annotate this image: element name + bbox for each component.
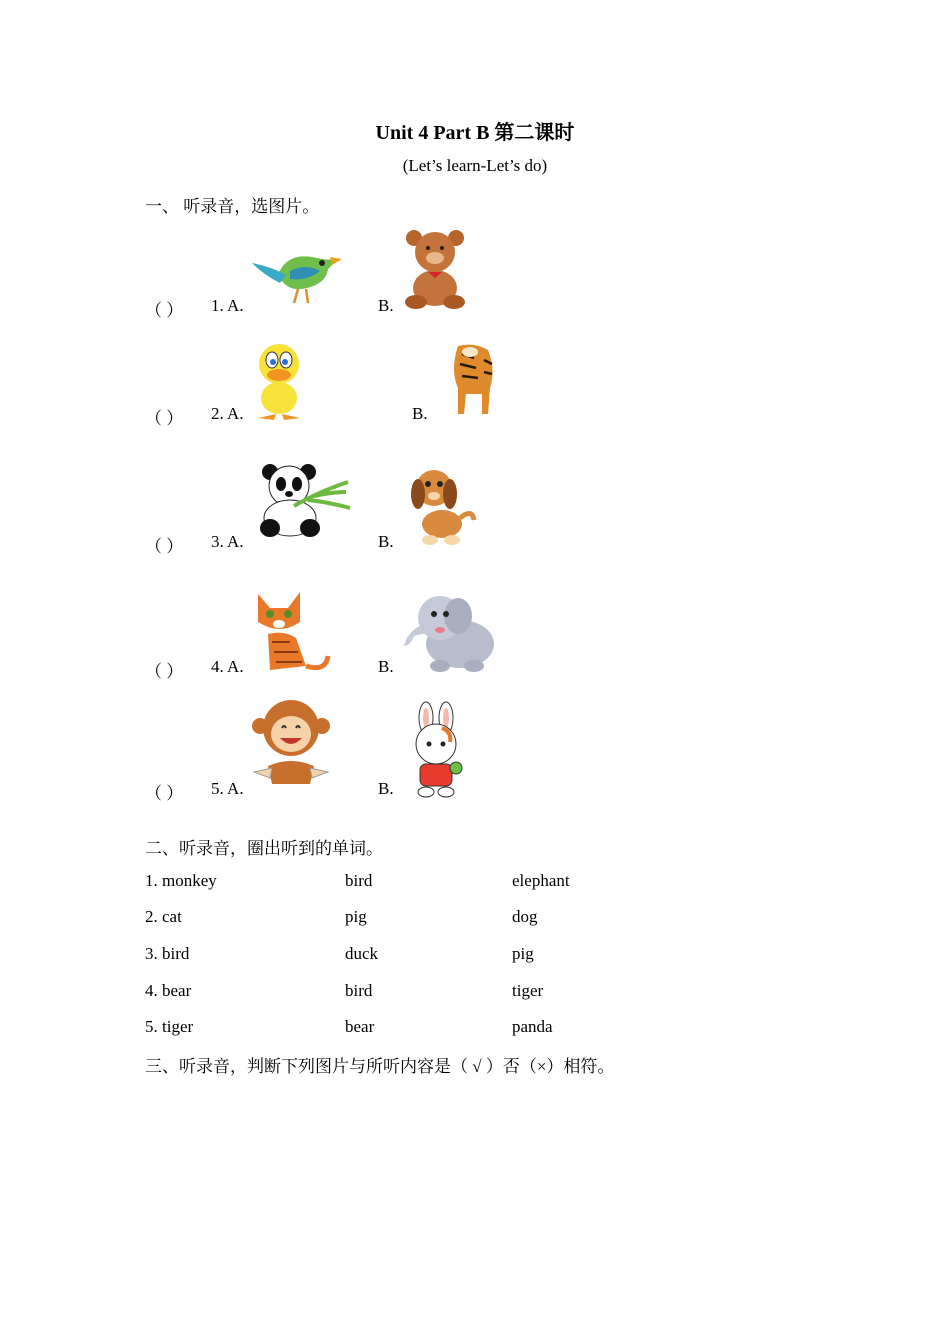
word-option[interactable]: bear (345, 1017, 375, 1036)
word-option[interactable]: 5. tiger (145, 1017, 194, 1036)
section3-heading: 三、听录音，判断下列图片与所听内容是（ √ ）否（×）相符。 (145, 1057, 615, 1076)
option-b-label: B. (378, 296, 394, 315)
bird-icon[interactable] (250, 245, 342, 307)
word-option[interactable]: duck (345, 944, 379, 963)
word-option[interactable]: elephant (512, 871, 570, 890)
tiger-icon[interactable] (444, 340, 498, 416)
question-label: 1. A. (211, 296, 244, 315)
dog-icon[interactable] (408, 464, 476, 546)
answer-blank[interactable]: （ ） (145, 784, 184, 803)
rabbit-icon[interactable] (406, 702, 466, 798)
page-title: Unit 4 Part B 第二课时 (375, 122, 575, 144)
page-subtitle: (Let’s learn-Let’s do) (402, 156, 548, 175)
question-label: 2. A. (211, 404, 244, 423)
answer-blank[interactable]: （ ） (145, 301, 184, 320)
answer-blank[interactable]: （ ） (145, 662, 184, 681)
word-option[interactable]: dog (512, 907, 538, 926)
option-b-label: B. (378, 532, 394, 551)
option-b-label: B. (412, 404, 428, 423)
word-option[interactable]: bird (345, 871, 373, 890)
question-label: 3. A. (211, 532, 244, 551)
teddy-bear-icon[interactable] (402, 228, 468, 310)
word-option[interactable]: pig (345, 907, 367, 926)
word-option[interactable]: pig (512, 944, 534, 963)
answer-blank[interactable]: （ ） (145, 409, 184, 428)
question-label: 5. A. (211, 779, 244, 798)
cat-icon[interactable] (250, 586, 332, 676)
word-option[interactable]: panda (512, 1017, 553, 1036)
section2-heading: 二、听录音，圈出听到的单词。 (145, 839, 383, 858)
word-option[interactable]: 2. cat (145, 907, 182, 926)
monkey-icon[interactable] (250, 696, 332, 792)
word-option[interactable]: 4. bear (145, 981, 192, 1000)
question-label: 4. A. (211, 657, 244, 676)
panda-icon[interactable] (258, 462, 352, 538)
option-b-label: B. (378, 779, 394, 798)
option-b-label: B. (378, 657, 394, 676)
word-option[interactable]: tiger (512, 981, 544, 1000)
duck-icon[interactable] (252, 342, 306, 422)
word-option[interactable]: 3. bird (145, 944, 190, 963)
word-option[interactable]: 1. monkey (145, 871, 217, 890)
section1-heading: 一、 听录音，选图片。 (145, 197, 320, 216)
word-option[interactable]: bird (345, 981, 373, 1000)
answer-blank[interactable]: （ ） (145, 537, 184, 556)
elephant-icon[interactable] (400, 590, 500, 674)
